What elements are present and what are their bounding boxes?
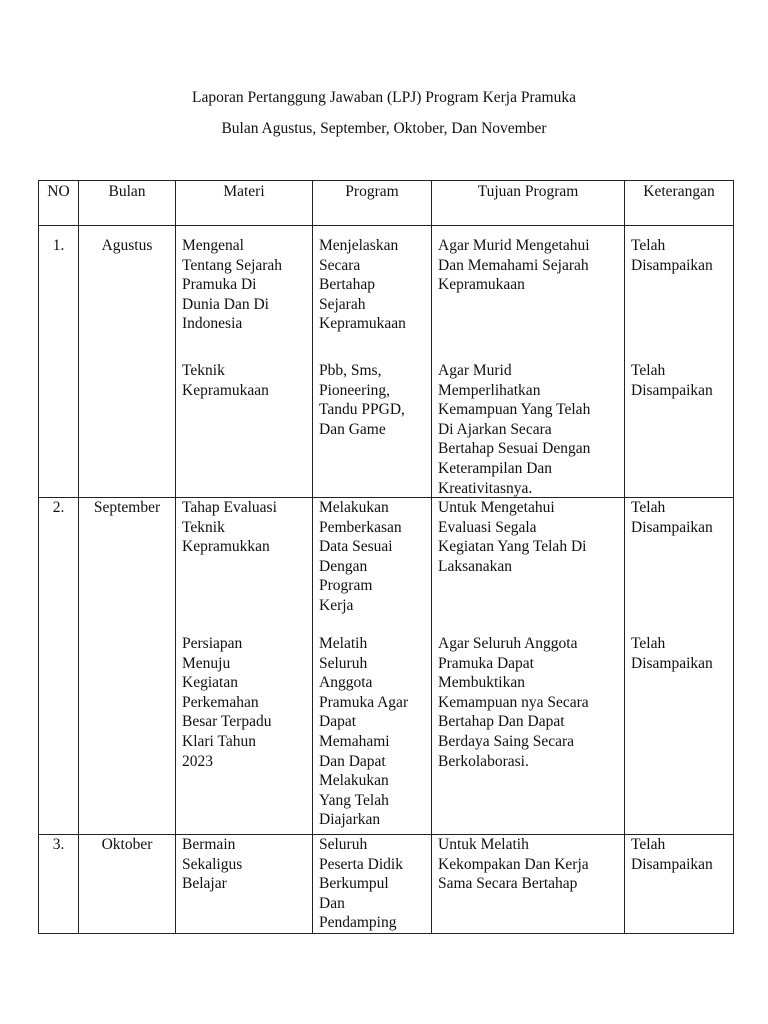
materi-line: Pramuka Di	[182, 276, 257, 294]
keterangan-line: Telah	[631, 836, 666, 853]
cell-no: 1.	[39, 226, 79, 498]
program-line: Program	[319, 577, 373, 595]
program-line: Seluruh	[319, 836, 368, 853]
tujuan-program-line: Untuk Melatih	[438, 836, 529, 853]
table-body	[39, 226, 734, 934]
table-row	[39, 498, 734, 835]
column-header-keterangan: Keterangan	[625, 181, 734, 226]
program-line: Kepramukaan	[319, 315, 406, 333]
cell-materi	[176, 498, 313, 835]
program-entry	[319, 226, 425, 334]
program-line: Dan Dapat	[319, 752, 386, 770]
program-line: Kerja	[319, 596, 354, 614]
cell-bulan: Oktober	[79, 835, 176, 934]
materi-line: Dunia Dan Di	[182, 295, 269, 313]
column-header-materi: Materi	[176, 181, 313, 226]
materi-line: Besar Terpadu	[182, 713, 272, 731]
cell-keterangan	[625, 498, 734, 835]
materi-line: Tentang Sejarah	[182, 256, 283, 274]
cell-tujuan-program	[432, 226, 625, 498]
program-entry	[319, 835, 425, 933]
materi-line: Belajar	[182, 875, 227, 893]
keterangan-entry	[631, 498, 727, 537]
program-line: Melakukan	[319, 772, 389, 790]
program-line: Memahami	[319, 732, 390, 750]
column-header-tujuan-program: Tujuan Program	[432, 181, 625, 226]
program-entry	[319, 361, 425, 439]
materi-line: Indonesia	[182, 315, 243, 333]
tujuan-program-line: Evaluasi Segala	[438, 518, 537, 536]
keterangan-line: Disampaikan	[631, 654, 713, 672]
keterangan-entry	[631, 361, 727, 400]
table-row	[39, 835, 734, 934]
tujuan-program-line: Kepramukaan	[438, 276, 525, 294]
program-entry	[319, 498, 425, 616]
cell-program	[313, 835, 432, 934]
keterangan-line: Telah	[631, 635, 666, 652]
cell-tujuan-program	[432, 835, 625, 934]
tujuan-program-line: Kegiatan Yang Telah Di	[438, 538, 587, 556]
program-line: Melatih	[319, 635, 368, 652]
keterangan-line: Disampaikan	[631, 381, 713, 399]
materi-line: Klari Tahun	[182, 732, 256, 750]
materi-line: Teknik	[182, 362, 225, 379]
table-row	[39, 226, 734, 498]
program-line: Pemberkasan	[319, 518, 402, 536]
program-line: Dengan	[319, 557, 368, 575]
materi-line: Teknik	[182, 518, 225, 536]
tujuan-program-line: Kemampuan nya Secara	[438, 693, 589, 711]
program-line: Secara	[319, 256, 361, 274]
cell-bulan: Agustus	[79, 226, 176, 498]
materi-line: Kepramukaan	[182, 381, 269, 399]
materi-entry	[182, 498, 306, 557]
materi-line: Tahap Evaluasi	[182, 499, 277, 516]
materi-line: Kegiatan	[182, 674, 238, 692]
keterangan-line: Disampaikan	[631, 855, 713, 873]
tujuan-program-line: Bertahap Dan Dapat	[438, 713, 565, 731]
program-line: Berkumpul	[319, 875, 389, 893]
tujuan-program-line: Kekompakan Dan Kerja	[438, 855, 589, 873]
tujuan-program-line: Memperlihatkan	[438, 381, 541, 399]
program-line: Pbb, Sms,	[319, 362, 382, 379]
keterangan-line: Telah	[631, 237, 666, 254]
keterangan-line: Disampaikan	[631, 256, 713, 274]
tujuan-program-line: Membuktikan	[438, 674, 525, 692]
cell-no: 2.	[39, 498, 79, 835]
program-line: Sejarah	[319, 295, 366, 313]
materi-line: Mengenal	[182, 237, 244, 254]
program-line: Bertahap	[319, 276, 375, 294]
program-line: Dan	[319, 894, 345, 912]
program-line: Diajarkan	[319, 811, 381, 829]
program-line: Pioneering,	[319, 381, 391, 399]
page-title: Laporan Pertanggung Jawaban (LPJ) Program Kerja Pramuka	[192, 89, 576, 106]
tujuan-program-line: Keterampilan Dan	[438, 459, 553, 477]
materi-line: 2023	[182, 752, 213, 770]
cell-tujuan-program	[432, 498, 625, 835]
tujuan-program-entry	[438, 226, 618, 295]
materi-entry	[182, 226, 306, 334]
materi-entry	[182, 835, 306, 894]
tujuan-program-line: Dan Memahami Sejarah	[438, 256, 589, 274]
page-subtitle: Bulan Agustus, September, Oktober, Dan November	[221, 120, 547, 137]
program-entry	[319, 634, 425, 830]
tujuan-program-entry	[438, 634, 618, 771]
tujuan-program-line: Agar Murid Mengetahui	[438, 237, 590, 254]
program-line: Pramuka Agar	[319, 693, 409, 711]
lpj-table	[38, 180, 734, 934]
program-line: Dapat	[319, 713, 357, 731]
program-line: Seluruh	[319, 654, 368, 672]
tujuan-program-line: Bertahap Sesuai Dengan	[438, 440, 591, 458]
tujuan-program-line: Laksanakan	[438, 557, 513, 575]
tujuan-program-entry	[438, 361, 618, 498]
tujuan-program-line: Agar Seluruh Anggota	[438, 635, 578, 652]
cell-keterangan	[625, 835, 734, 934]
table-header-row	[39, 181, 734, 226]
tujuan-program-line: Berkolaborasi.	[438, 752, 529, 770]
cell-program	[313, 498, 432, 835]
program-line: Menjelaskan	[319, 237, 399, 254]
cell-materi	[176, 835, 313, 934]
tujuan-program-line: Agar Murid	[438, 362, 512, 379]
cell-program	[313, 226, 432, 498]
keterangan-entry	[631, 226, 727, 275]
cell-no: 3.	[39, 835, 79, 934]
materi-line: Perkemahan	[182, 693, 259, 711]
program-line: Yang Telah	[319, 791, 389, 809]
materi-line: Sekaligus	[182, 855, 243, 873]
tujuan-program-entry	[438, 835, 618, 894]
column-header-no: NO	[39, 181, 79, 226]
tujuan-program-entry	[438, 498, 618, 576]
program-line: Peserta Didik	[319, 855, 403, 873]
program-line: Melakukan	[319, 499, 389, 516]
column-header-bulan: Bulan	[79, 181, 176, 226]
tujuan-program-line: Pramuka Dapat	[438, 654, 534, 672]
tujuan-program-line: Kemampuan Yang Telah	[438, 401, 591, 419]
keterangan-entry	[631, 835, 727, 874]
keterangan-entry	[631, 634, 727, 673]
cell-bulan: September	[79, 498, 176, 835]
program-line: Anggota	[319, 674, 373, 692]
program-line: Pendamping	[319, 914, 397, 932]
keterangan-line: Disampaikan	[631, 518, 713, 536]
cell-materi	[176, 226, 313, 498]
tujuan-program-line: Sama Secara Bertahap	[438, 875, 578, 893]
tujuan-program-line: Di Ajarkan Secara	[438, 420, 552, 438]
materi-line: Kepramukkan	[182, 538, 270, 556]
materi-entry	[182, 361, 306, 400]
tujuan-program-line: Berdaya Saing Secara	[438, 732, 574, 750]
column-header-program: Program	[313, 181, 432, 226]
keterangan-line: Telah	[631, 499, 666, 516]
program-line: Tandu PPGD,	[319, 401, 405, 419]
cell-keterangan	[625, 226, 734, 498]
materi-entry	[182, 634, 306, 771]
program-line: Data Sesuai	[319, 538, 393, 556]
materi-line: Bermain	[182, 836, 236, 853]
materi-line: Persiapan	[182, 635, 243, 652]
program-line: Dan Game	[319, 420, 386, 438]
materi-line: Menuju	[182, 654, 231, 672]
tujuan-program-line: Kreativitasnya.	[438, 479, 533, 497]
tujuan-program-line: Untuk Mengetahui	[438, 499, 555, 516]
keterangan-line: Telah	[631, 362, 666, 379]
